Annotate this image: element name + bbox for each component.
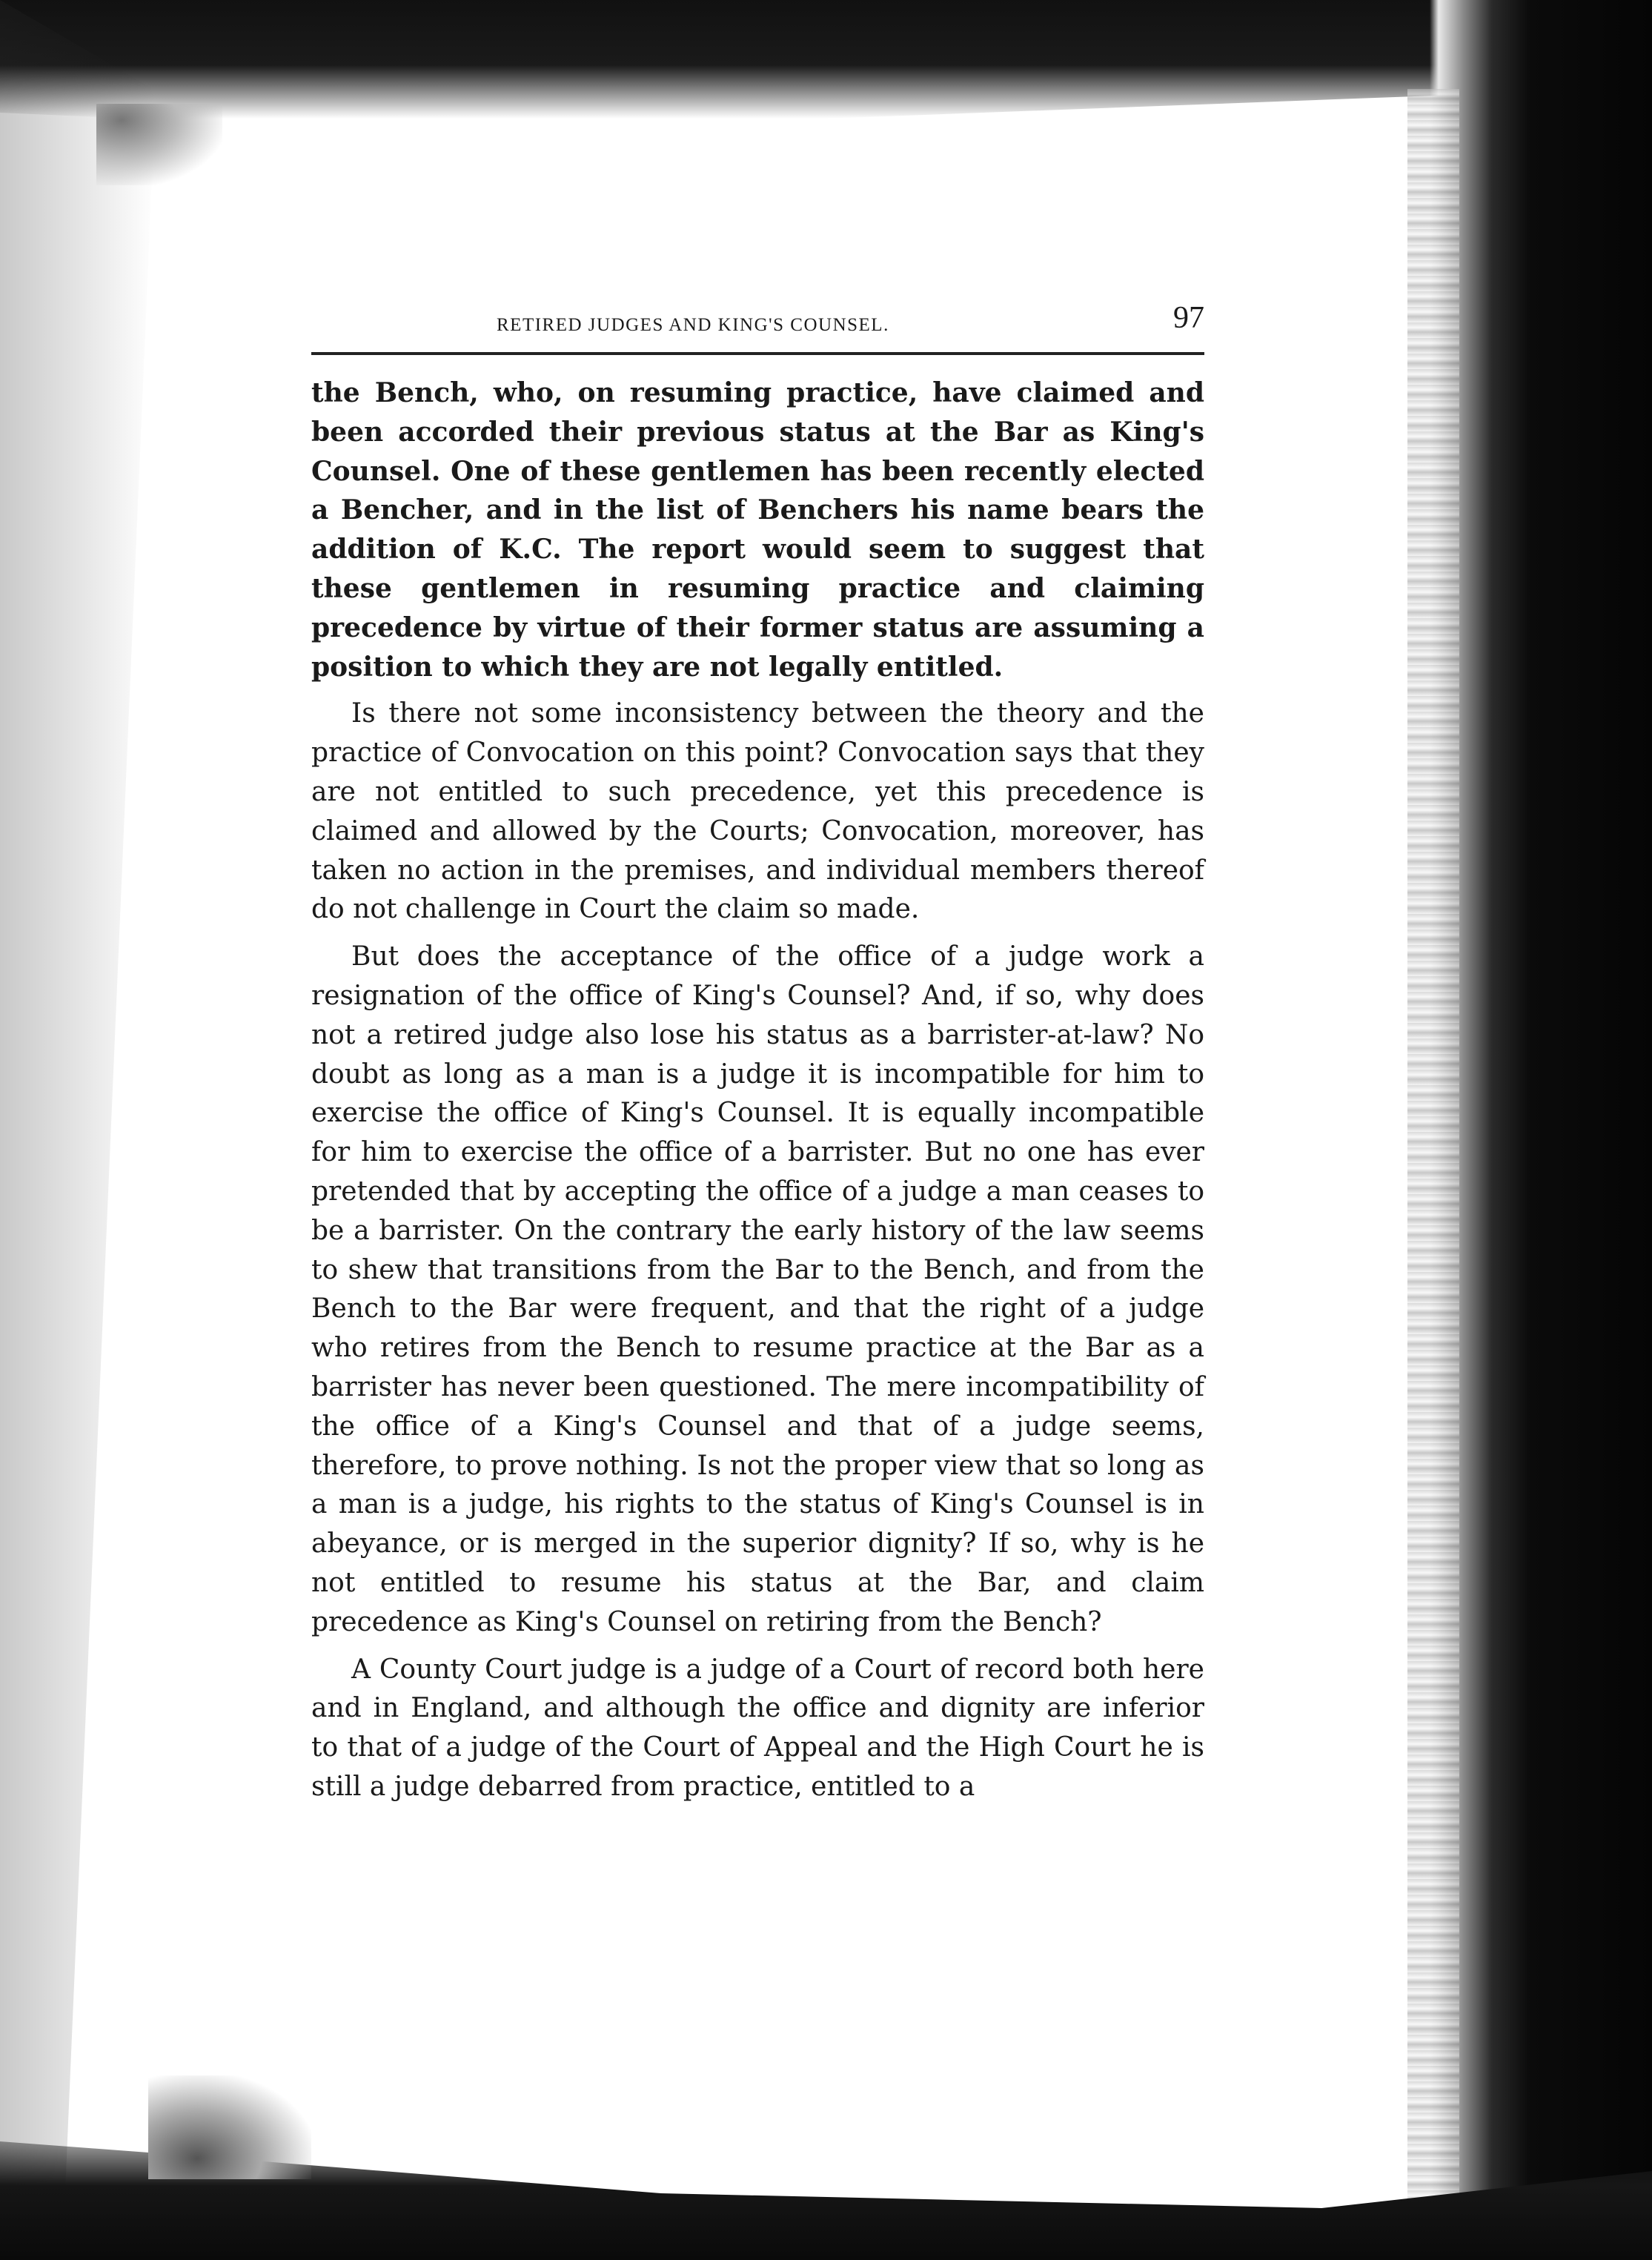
scan-smudge-top-left [96,104,222,185]
paragraph-2: Is there not some inconsistency between the theory and the practice of Convocation on this point? Convocation says that they are not entitled to such precedence, yet this precedence is claimed and allowed by the Courts; Convocation, moreover, has taken no action in the premises, and individual members thereof do not challenge in Court the claim so made. [311,698,1204,925]
running-title: RETIRED JUDGES AND KING'S COUNSEL. [497,315,889,335]
paragraph-4: A County Court judge is a judge of a Court of record both here and in England, and although the office and dignity are inferior to that of a judge of the Court of Appeal and the High Court he is still a judge debarred from practice, entitled to a [311,1654,1204,1802]
scan-border-right [1430,0,1652,2260]
scan-binding-shadow [1407,89,1459,2209]
scan-border-top [0,0,1652,119]
page-content [311,293,1204,1815]
header-rule [311,352,1204,355]
paragraph-1: the Bench, who, on resuming practice, have claimed and been accorded their previous status at the Bar as King's Counsel. One of these gentlemen has been recently elected a Bencher, and in the list of Benchers his name bears the addition of K.C. The report would seem to suggest that these gentlemen in resuming practice and claiming precedence by virtue of their former status are assuming a position to which they are not legally entitled. [311,377,1204,683]
paragraph-3: But does the acceptance of the office of a judge work a resignation of the office of King's Counsel? And, if so, why does not a retired judge also lose his status as a barrister-at-law? No doubt as long as a man is a judge it is incompatible for him to exercise the office of King's Counsel. It is equally incompatible for him to exercise the office of a barrister. But no one has ever pretended that by accepting the office of a judge a man ceases to be a barrister. On the contrary the early history of the law seems to shew that transitions from the Bar to the Bench, and from the Bench to the Bar were frequent, and that the right of a judge who retires from the Bench to resume practice at the Bar as a barrister has never been questioned. The mere incompatibility of the office of a King's Counsel and that of a judge seems, therefore, to prove nothing. Is not the proper view that so long as a man is a judge, his rights to the status of King's Counsel is in abeyance, or is merged in the superior dignity? If so, why is he not entitled to resume his status at the Bar, and claim precedence as King's Counsel on retiring from the Bench? [311,941,1204,1637]
page-number: 97 [1173,301,1204,335]
scan-smudge-bottom-left [148,2075,311,2179]
running-header [311,293,1204,352]
scan-border-left [0,0,156,2260]
